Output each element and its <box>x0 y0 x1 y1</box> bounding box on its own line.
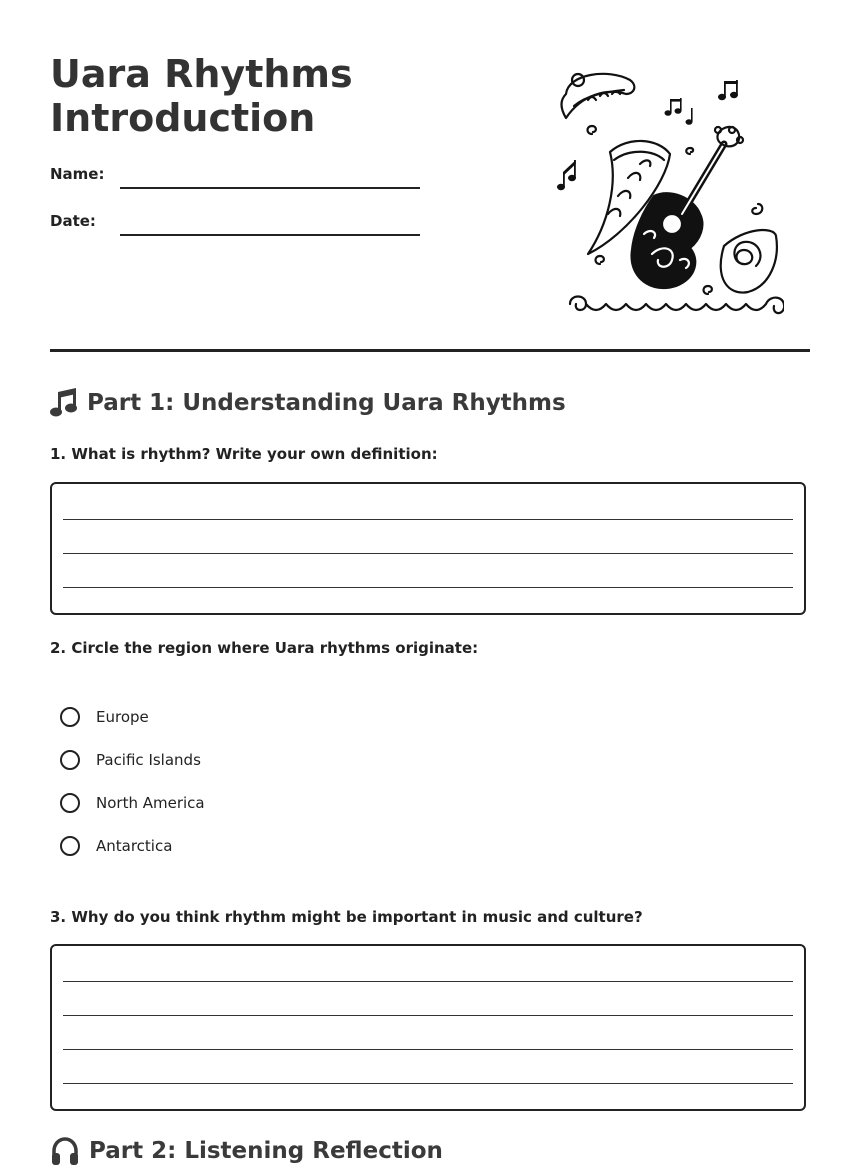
music-instruments-illustration <box>548 64 784 320</box>
radio-circle[interactable] <box>60 793 80 813</box>
option-north-america[interactable] <box>60 790 205 816</box>
answer-line <box>63 1083 793 1084</box>
title-line-2: Introduction <box>50 96 316 140</box>
answer-line <box>63 1049 793 1050</box>
radio-circle[interactable] <box>60 707 80 727</box>
option-antarctica[interactable] <box>60 833 172 859</box>
option-europe[interactable] <box>60 704 149 730</box>
radio-circle[interactable] <box>60 750 80 770</box>
part2-heading <box>50 1136 443 1166</box>
part2-heading-text: Part 2: Listening Reflection <box>89 1138 443 1164</box>
option-label: North America <box>96 794 205 812</box>
answer-box-1[interactable] <box>50 482 806 615</box>
answer-line <box>63 519 793 520</box>
answer-box-3[interactable] <box>50 944 806 1111</box>
option-label: Antarctica <box>96 837 173 855</box>
name-field[interactable] <box>120 187 420 189</box>
date-field[interactable] <box>120 234 420 236</box>
date-label: Date: <box>50 212 96 230</box>
question-3: 3. Why do you think rhythm might be important in music and culture? <box>50 908 643 926</box>
music-note-icon <box>50 388 78 418</box>
worksheet-title <box>50 52 490 140</box>
part1-heading <box>50 388 566 418</box>
answer-line <box>63 1015 793 1016</box>
headphones-icon <box>50 1136 80 1166</box>
header-divider <box>50 349 810 352</box>
option-pacific-islands[interactable] <box>60 747 201 773</box>
answer-line <box>63 587 793 588</box>
question-1: 1. What is rhythm? Write your own definition: <box>50 445 438 463</box>
radio-circle[interactable] <box>60 836 80 856</box>
answer-line <box>63 553 793 554</box>
title-line-1: Uara Rhythms <box>50 52 353 96</box>
option-label: Europe <box>96 708 149 726</box>
option-label: Pacific Islands <box>96 751 201 769</box>
answer-line <box>63 981 793 982</box>
name-label: Name: <box>50 165 105 183</box>
part1-heading-text: Part 1: Understanding Uara Rhythms <box>87 390 566 416</box>
question-2: 2. Circle the region where Uara rhythms originate: <box>50 639 479 657</box>
